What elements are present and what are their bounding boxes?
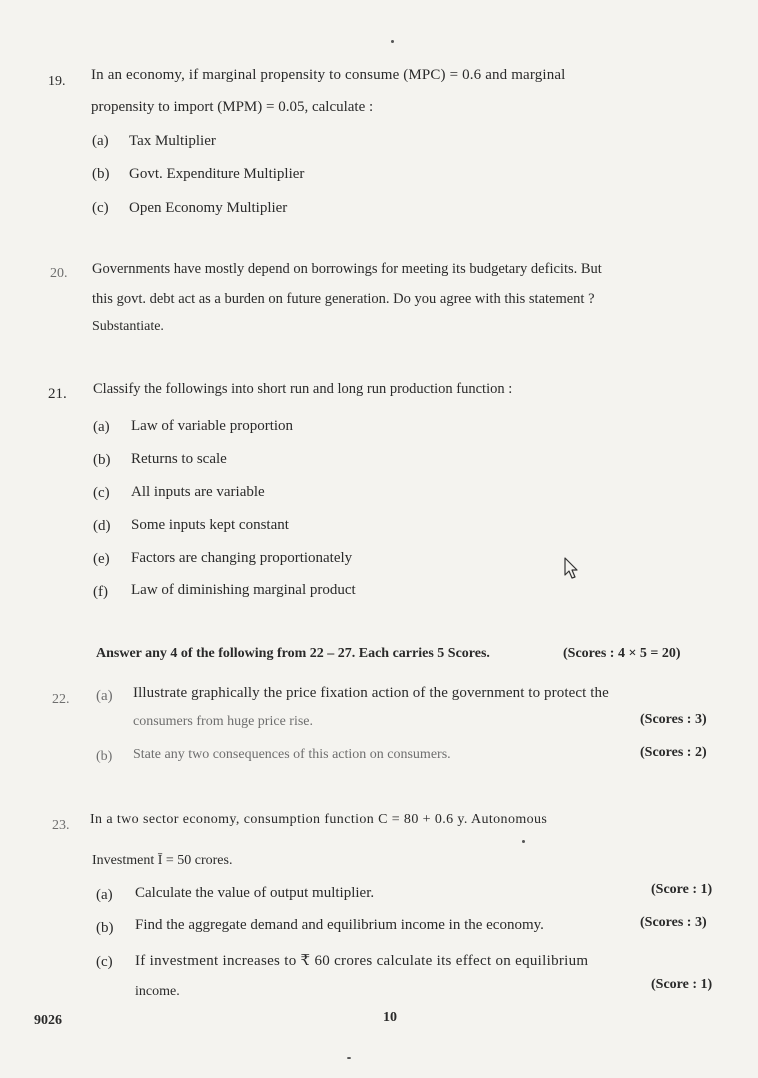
q23-option-c-label: (c) <box>96 954 113 970</box>
q23-option-c-text: If investment increases to ₹ 60 crores calculate its effect on equilibrium <box>135 953 589 969</box>
q21-option-c-text: All inputs are variable <box>131 484 265 500</box>
q21-option-e-text: Factors are changing proportionately <box>131 550 353 566</box>
q22-part-a-line-1: Illustrate graphically the price fixation action of the government to protect the <box>133 685 609 701</box>
q19-option-b-text: Govt. Expenditure Multiplier <box>129 166 305 182</box>
question-20-line-3: Substantiate. <box>92 319 164 334</box>
paper-code: 9026 <box>34 1013 62 1028</box>
q22-part-b-text: State any two consequences of this action on consumers. <box>133 747 451 762</box>
q21-option-d-label: (d) <box>93 518 111 534</box>
q21-option-b-label: (b) <box>93 452 111 468</box>
q21-option-a-label: (a) <box>93 419 110 435</box>
question-21-number: 21. <box>48 386 67 402</box>
q19-option-c-label: (c) <box>92 200 109 216</box>
q19-option-a-label: (a) <box>92 133 109 149</box>
question-21-intro: Classify the followings into short run and long run production function : <box>93 381 513 397</box>
question-20-line-2: this govt. debt act as a burden on future generation. Do you agree with this statement ? <box>92 291 595 307</box>
question-23-number: 23. <box>52 818 70 833</box>
scan-speck <box>391 40 394 43</box>
section-instruction: Answer any 4 of the following from 22 – 27. Each carries 5 Scores. <box>96 646 490 661</box>
question-20-line-1: Governments have mostly depend on borrowings for meeting its budgetary deficits. But <box>92 261 602 277</box>
q22-part-a-score: (Scores : 3) <box>640 712 707 727</box>
q19-option-b-label: (b) <box>92 166 110 182</box>
q21-option-c-label: (c) <box>93 485 110 501</box>
scan-speck <box>522 840 525 843</box>
q22-part-b-label: (b) <box>96 749 113 764</box>
question-23-line-1: In a two sector economy, consumption function C = 80 + 0.6 y. Autonomous <box>90 812 548 827</box>
q19-option-a-text: Tax Multiplier <box>129 133 216 149</box>
q23-option-a-label: (a) <box>96 887 113 903</box>
q21-option-b-text: Returns to scale <box>131 451 227 467</box>
mouse-pointer-icon <box>564 557 580 581</box>
q21-option-f-text: Law of diminishing marginal product <box>131 582 356 598</box>
question-20-number: 20. <box>50 266 68 281</box>
q23-option-b-score: (Scores : 3) <box>640 915 707 930</box>
page-number: 10 <box>383 1010 397 1025</box>
scan-speck <box>347 1057 351 1059</box>
question-23-line-2: Investment Ī = 50 crores. <box>92 853 233 868</box>
q23-option-c-text-continued: income. <box>135 984 180 999</box>
question-19-line-2: propensity to import (MPM) = 0.05, calculate : <box>91 99 374 115</box>
q22-part-b-score: (Scores : 2) <box>640 745 707 760</box>
section-scores: (Scores : 4 × 5 = 20) <box>563 646 681 661</box>
q23-option-b-text: Find the aggregate demand and equilibrium income in the economy. <box>135 917 544 933</box>
question-19-number: 19. <box>48 74 66 89</box>
q21-option-f-label: (f) <box>93 584 108 600</box>
q21-option-a-text: Law of variable proportion <box>131 418 294 434</box>
q22-part-a-label: (a) <box>96 688 113 704</box>
q23-option-b-label: (b) <box>96 920 114 936</box>
q23-option-a-score: (Score : 1) <box>651 882 713 897</box>
q21-option-d-text: Some inputs kept constant <box>131 517 289 533</box>
q21-option-e-label: (e) <box>93 551 110 567</box>
q23-option-a-text: Calculate the value of output multiplier. <box>135 885 375 901</box>
q22-part-a-line-2: consumers from huge price rise. <box>133 714 313 729</box>
q23-option-c-score: (Score : 1) <box>651 977 713 992</box>
q19-option-c-text: Open Economy Multiplier <box>129 200 288 216</box>
question-22-number: 22. <box>52 692 70 707</box>
question-19-line-1: In an economy, if marginal propensity to consume (MPC) = 0.6 and marginal <box>91 67 566 83</box>
